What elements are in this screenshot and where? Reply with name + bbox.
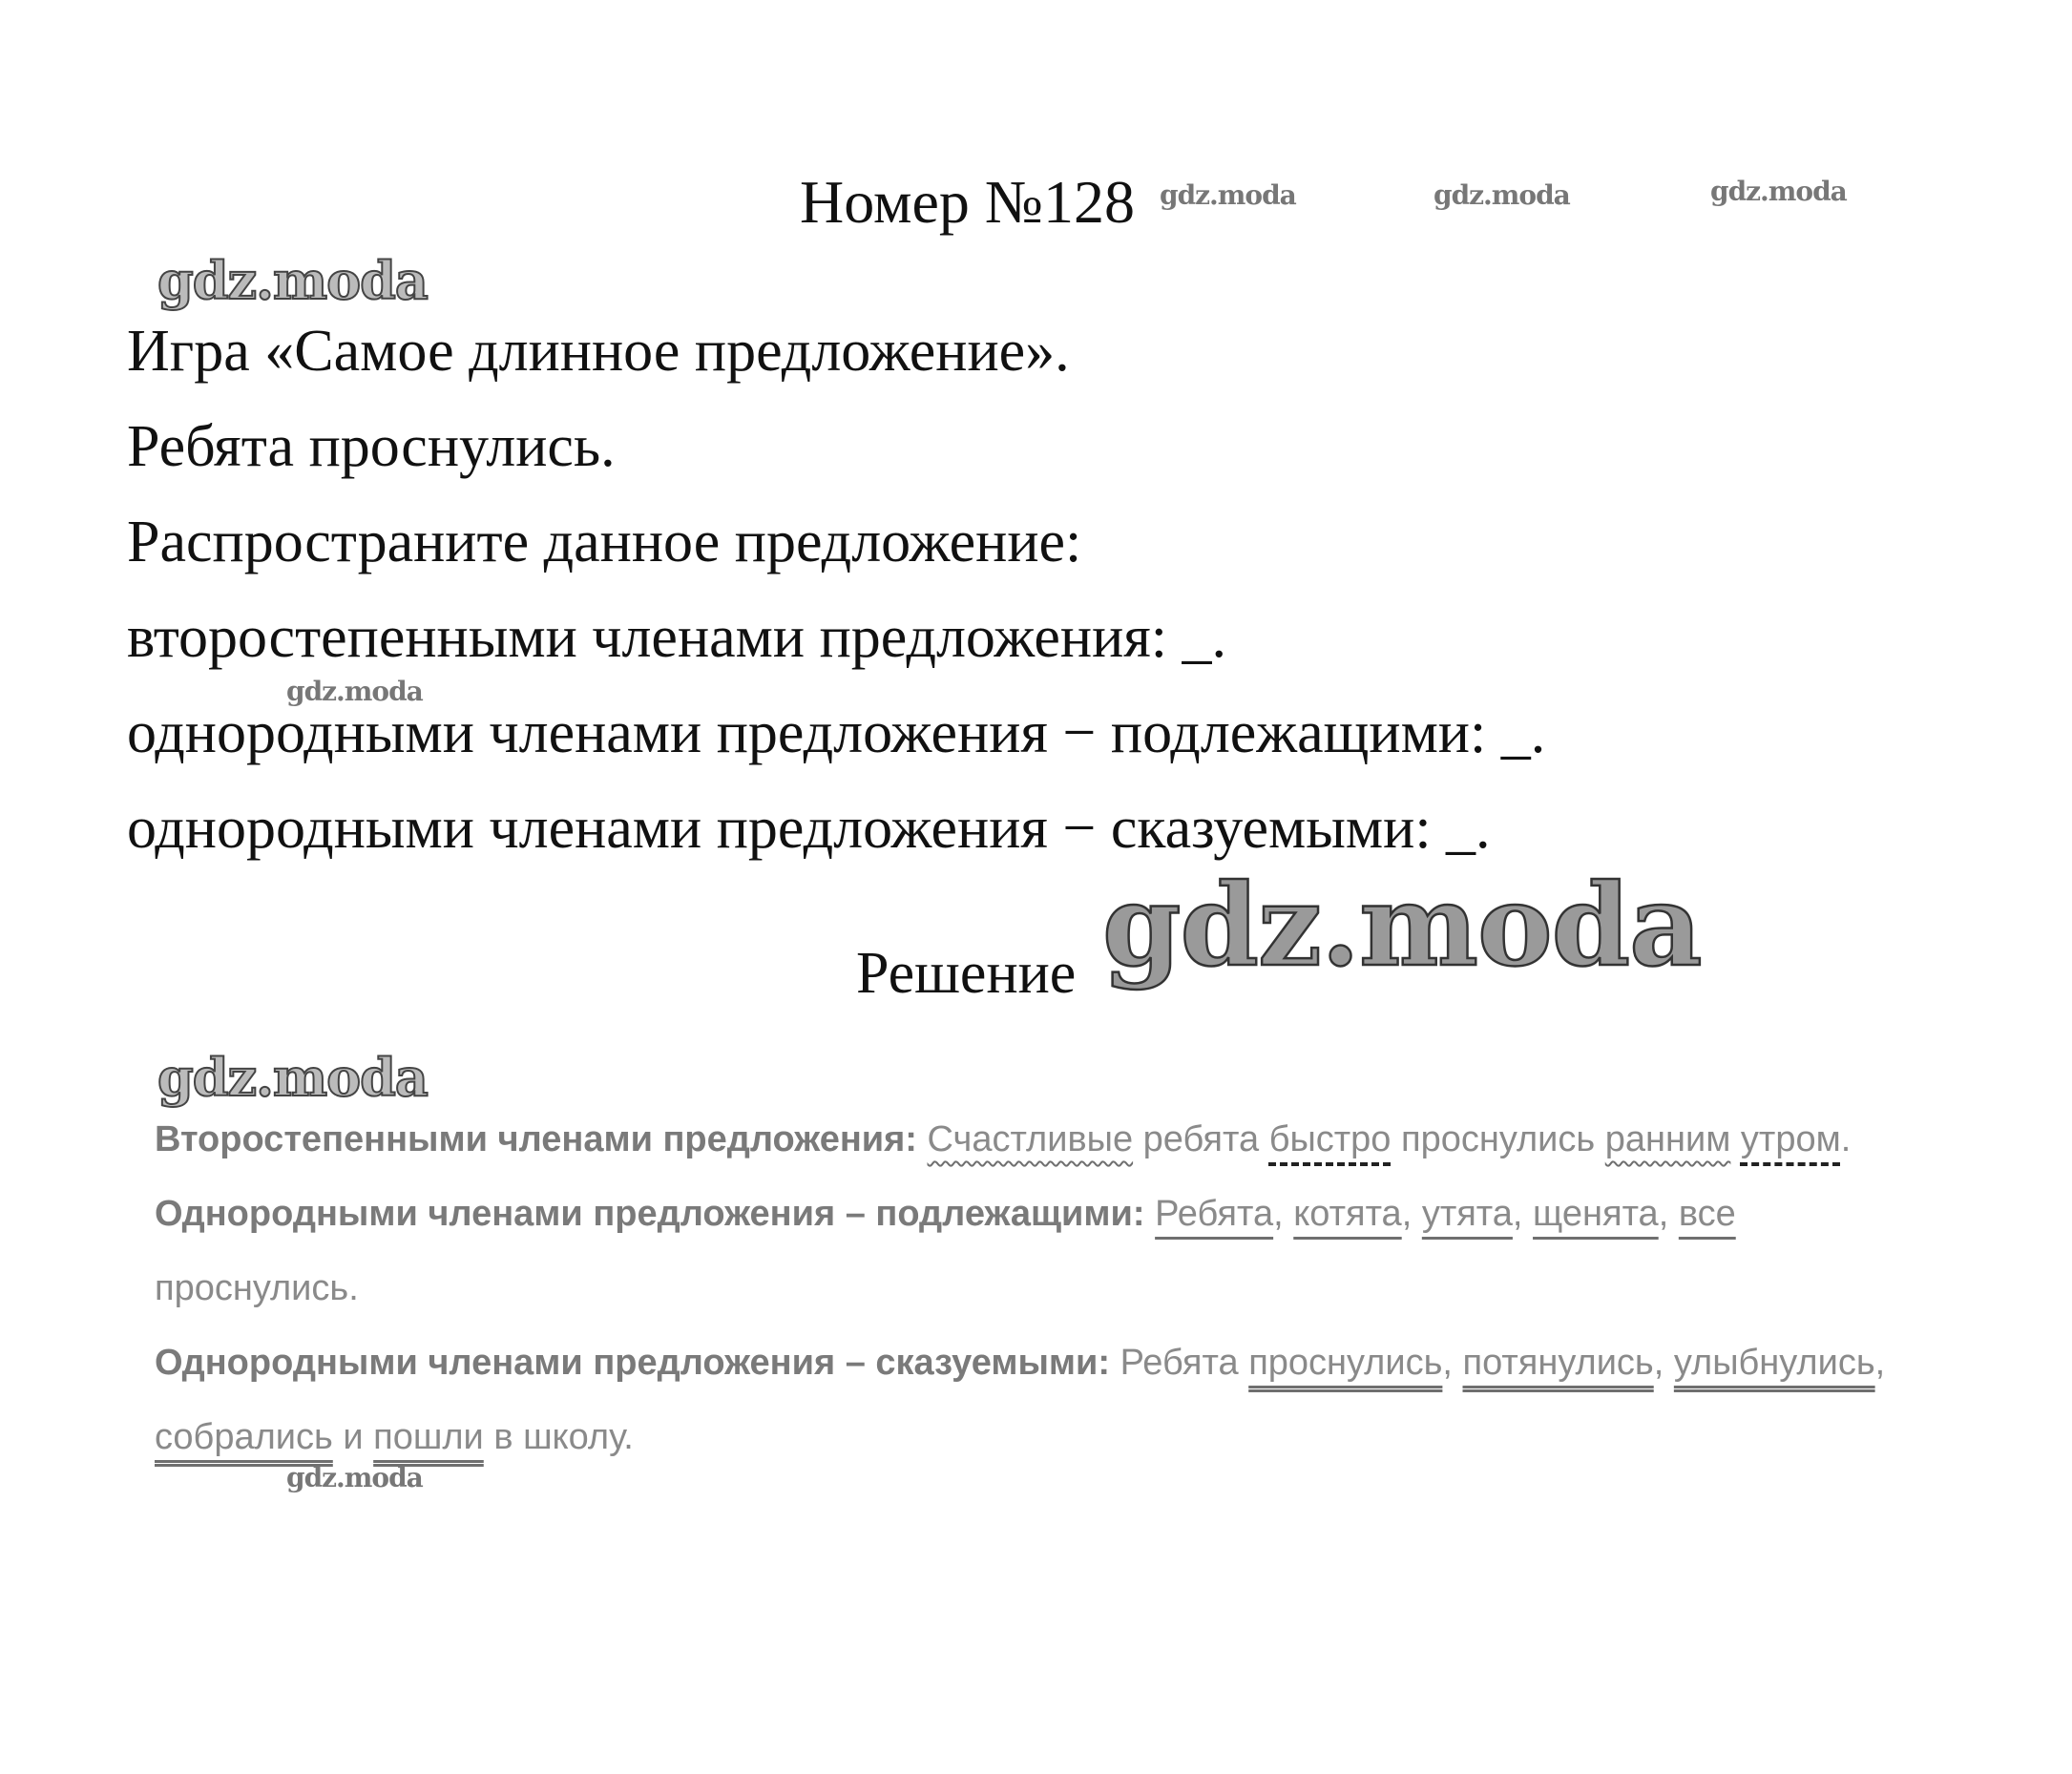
page-title: Номер №128 [800, 168, 1135, 236]
task-line: Игра «Самое длинное предложение». [127, 319, 1070, 384]
answer-label: Однородными членами предложения – подлежащими: [155, 1194, 1145, 1234]
word: и [343, 1417, 364, 1457]
task-line: Распространите данное предложение: [127, 510, 1082, 574]
word-subject: щенята [1533, 1194, 1659, 1234]
task-line: однородными членами предложения − подлежащими: _. [127, 700, 1546, 765]
watermark-logo: gdz.moda [1710, 176, 1847, 207]
answer-label: Однородными членами предложения – сказуемыми: [155, 1343, 1111, 1383]
word-predicate: потянулись [1462, 1343, 1654, 1383]
word-subject: Ребята [1155, 1194, 1274, 1234]
word-attribute: Счастливые [927, 1119, 1134, 1159]
answer-secondary-members [155, 1102, 1949, 1177]
task-line: однородными членами предложения − сказуемыми: _. [127, 796, 1491, 861]
watermark-logo: gdz.moda [1102, 859, 1702, 991]
solution-title: Решение [856, 941, 1077, 1006]
word-adverbial: утром [1740, 1119, 1841, 1159]
word-subject: утята [1421, 1194, 1513, 1234]
word-predicate: проснулись [1248, 1343, 1443, 1383]
word-predicate: собрались [155, 1417, 333, 1457]
word: проснулись. [155, 1268, 359, 1308]
word: ребята [1142, 1119, 1260, 1159]
answer-homogeneous-subjects: Однородными членами предложения – подлежащими: Ребята, котята, утята, щенята, все проснулись. [155, 1194, 1736, 1308]
watermark-logo: gdz.moda [286, 1462, 423, 1493]
answer-block [155, 1102, 1949, 1474]
task-text [127, 303, 1545, 876]
watermark-logo: gdz.moda [286, 676, 423, 707]
word-predicate: пошли [373, 1417, 484, 1457]
word-subject: все [1678, 1194, 1736, 1234]
word-adverbial: быстро [1268, 1119, 1392, 1159]
task-line: Ребята проснулись. [127, 414, 616, 479]
task-line: второстепенными членами предложения: _. [127, 605, 1227, 670]
word-attribute: ранним [1604, 1119, 1731, 1159]
answer-homogeneous-predicates: Однородными членами предложения – сказуемыми: Ребята проснулись, потянулись, улыбнулись, собрались и пошли в школу. [155, 1343, 1886, 1457]
word: Ребята [1120, 1343, 1239, 1383]
watermark-logo: gdz.moda [157, 1047, 428, 1108]
watermark-logo: gdz.moda [157, 250, 428, 311]
word-subject: котята [1293, 1194, 1402, 1234]
word-predicate: улыбнулись [1673, 1343, 1875, 1383]
answer-label: Второстепенными членами предложения: [155, 1119, 917, 1159]
word: проснулись [1401, 1119, 1596, 1159]
watermark-logo: gdz.moda [1160, 179, 1296, 211]
punctuation: . [1840, 1119, 1852, 1159]
word: в школу. [493, 1417, 634, 1457]
watermark-logo: gdz.moda [1434, 179, 1570, 211]
